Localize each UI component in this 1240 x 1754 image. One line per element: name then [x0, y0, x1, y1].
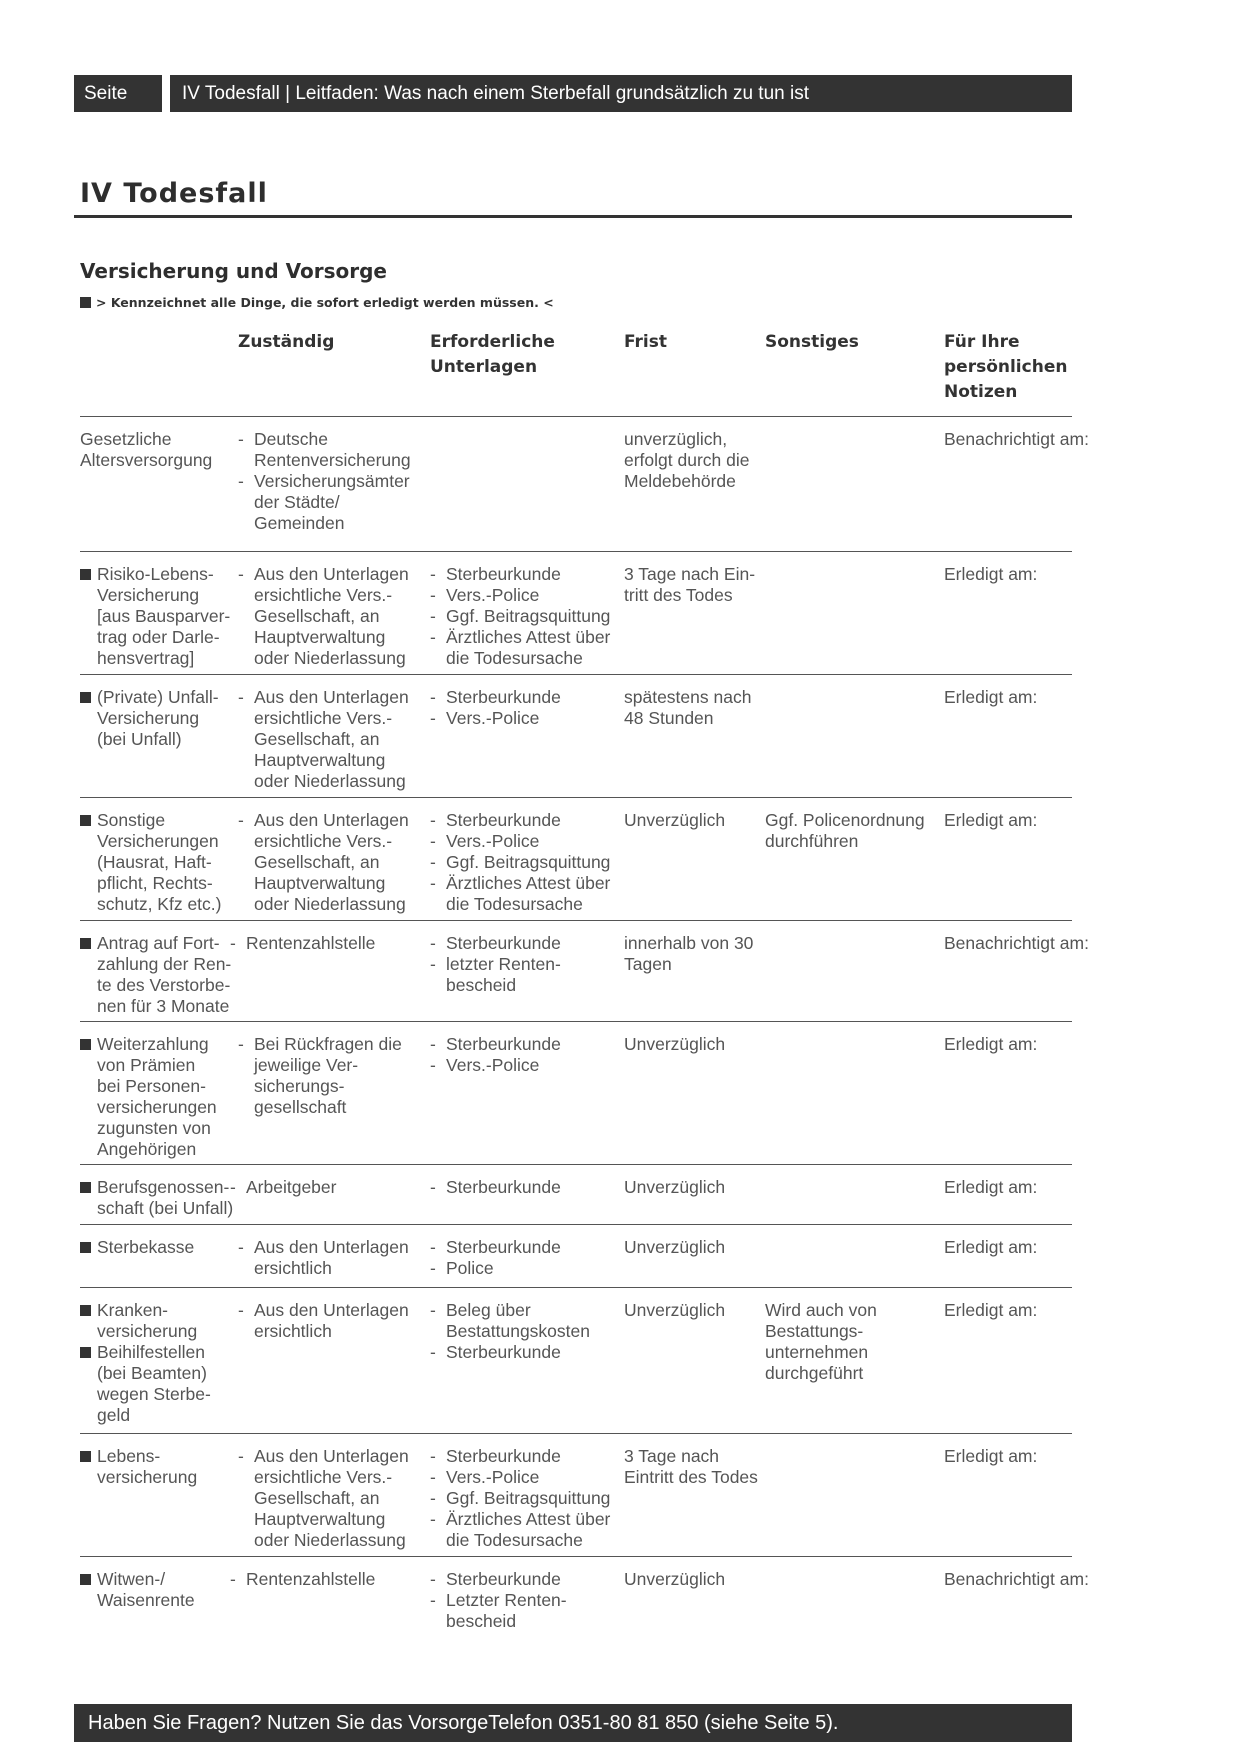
row-topic	[80, 1569, 240, 1611]
row-topic-line: Lebens-	[97, 1446, 161, 1466]
row-topic-line: versicherung	[97, 1321, 198, 1341]
row-topic-item	[80, 933, 240, 1017]
row-topic-text	[97, 1237, 194, 1258]
row-topic-text	[97, 810, 221, 915]
row-frist: Unverzüglich	[624, 1569, 726, 1589]
unterlagen-item: - Sterbeurkunde	[430, 1177, 615, 1198]
row-topic-line: Beihilfestellen	[97, 1342, 205, 1362]
unterlagen-item: - Vers.-Police	[430, 708, 615, 729]
row-unterlagen	[430, 1446, 615, 1551]
zustaendig-item: - Deutsche Rentenversicherung	[238, 429, 418, 471]
row-unterlagen	[430, 1177, 615, 1198]
row-topic-text	[97, 1569, 195, 1611]
unterlagen-item: - Beleg über Bestattungskosten	[430, 1300, 615, 1342]
row-frist: Unverzüglich	[624, 1300, 726, 1320]
page-number: Seite 104	[74, 75, 162, 112]
row-unterlagen	[430, 564, 615, 669]
zustaendig-item: - Aus den Unterlagen ersichtliche Vers.-Gesellschaft, an Hauptverwaltung oder Niederlassung	[238, 564, 418, 669]
column-header-notizen-line1: Für Ihre	[944, 332, 1020, 352]
unterlagen-item: - Sterbeurkunde	[430, 933, 615, 954]
zustaendig-item: - Arbeitgeber	[230, 1177, 410, 1198]
row-notiz: Erledigt am:	[944, 1237, 1038, 1257]
row-topic-text	[97, 1034, 217, 1160]
table-row	[80, 1164, 1072, 1224]
row-topic-line: Gesetzliche	[80, 429, 172, 449]
unterlagen-item: - Vers.-Police	[430, 585, 615, 606]
row-topic-text	[97, 1342, 211, 1426]
row-unterlagen	[430, 1034, 615, 1076]
unterlagen-item: - Letzter Renten-bescheid	[430, 1590, 615, 1632]
row-topic-line: (Private) Unfall-	[97, 687, 219, 707]
column-header-zustaendig: Zuständig	[238, 332, 335, 352]
row-topic-line: (bei Unfall)	[97, 729, 182, 749]
row-topic-item	[80, 810, 240, 915]
row-sonstiges: Ggf. Policenordnung durchführen	[765, 810, 925, 851]
square-bullet-icon	[80, 1039, 91, 1050]
row-topic-line: zahlung der Ren-	[97, 954, 232, 974]
table-row	[80, 551, 1072, 674]
table-row	[80, 1287, 1072, 1433]
unterlagen-item: - Sterbeurkunde	[430, 564, 615, 585]
square-bullet-icon	[80, 1182, 91, 1193]
row-notiz: Benachrichtigt am:	[944, 933, 1089, 953]
unterlagen-item: - Sterbeurkunde	[430, 810, 615, 831]
row-topic-line: wegen Sterbe-	[97, 1384, 211, 1404]
row-topic-item	[80, 1569, 240, 1611]
unterlagen-item: - Vers.-Police	[430, 1055, 615, 1076]
row-topic-line: schaft (bei Unfall)	[97, 1198, 234, 1218]
unterlagen-item: - Vers.-Police	[430, 831, 615, 852]
unterlagen-item: - Ggf. Beitragsquittung	[430, 606, 615, 627]
square-bullet-icon	[80, 1305, 91, 1316]
row-topic-line: bei Personen-	[97, 1076, 206, 1096]
unterlagen-item: - Sterbeurkunde	[430, 687, 615, 708]
row-topic-line: nen für 3 Monate	[97, 996, 230, 1016]
row-topic-line: Weiterzahlung	[97, 1034, 209, 1054]
row-topic-line: Antrag auf Fort-	[97, 933, 220, 953]
column-header-unterlagen-line1: Erforderliche	[430, 332, 555, 352]
row-topic-line: Sterbekasse	[97, 1237, 195, 1257]
unterlagen-item: - Ggf. Beitragsquittung	[430, 1488, 615, 1509]
zustaendig-item: - Aus den Unterlagen ersichtliche Vers.-Gesellschaft, an Hauptverwaltung oder Niederlassung	[238, 687, 418, 792]
row-zustaendig	[238, 564, 418, 669]
unterlagen-item: - Ärztliches Attest über die Todesursache	[430, 1509, 615, 1551]
row-topic-line: Versicherung	[97, 585, 200, 605]
row-zustaendig	[230, 1177, 410, 1198]
row-topic-line: hensvertrag]	[97, 648, 195, 668]
unterlagen-item: - Ärztliches Attest über die Todesursache	[430, 873, 615, 915]
row-notiz: Erledigt am:	[944, 1034, 1038, 1054]
row-frist: Unverzüglich	[624, 1034, 726, 1054]
table-row	[80, 1021, 1072, 1164]
row-topic-line: schutz, Kfz etc.)	[97, 894, 222, 914]
row-topic-line: [aus Bausparver-	[97, 606, 231, 626]
legend-text: > Kennzeichnet alle Dinge, die sofort erledigt werden müssen. <	[96, 295, 554, 310]
row-topic-line: Versicherung	[97, 708, 200, 728]
unterlagen-item: - Sterbeurkunde	[430, 1342, 615, 1363]
row-topic-line: pflicht, Rechts-	[97, 873, 213, 893]
zustaendig-item: - Aus den Unterlagen ersichtlich	[238, 1237, 418, 1279]
row-topic-line: Berufsgenossen-	[97, 1177, 230, 1197]
chapter-title: IV Todesfall	[80, 178, 268, 209]
unterlagen-item: - letzter Renten-bescheid	[430, 954, 615, 996]
zustaendig-item: - Rentenzahlstelle	[230, 933, 410, 954]
zustaendig-item: - Aus den Unterlagen ersichtliche Vers.-Gesellschaft, an Hauptverwaltung oder Niederlassung	[238, 810, 418, 915]
unterlagen-item: - Sterbeurkunde	[430, 1569, 615, 1590]
unterlagen-item: - Ggf. Beitragsquittung	[430, 852, 615, 873]
row-topic-text	[97, 1300, 197, 1342]
row-notiz: Erledigt am:	[944, 564, 1038, 584]
row-topic-line: Versicherungen	[97, 831, 219, 851]
row-topic-text	[80, 429, 212, 471]
row-notiz: Benachrichtigt am:	[944, 429, 1089, 449]
unterlagen-item: - Ärztliches Attest über die Todesursache	[430, 627, 615, 669]
table-row	[80, 1224, 1072, 1287]
row-topic	[80, 1177, 240, 1219]
row-topic	[80, 1300, 240, 1426]
row-topic	[80, 564, 240, 669]
row-topic-item	[80, 1237, 240, 1258]
row-notiz: Benachrichtigt am:	[944, 1569, 1089, 1589]
row-unterlagen	[430, 810, 615, 915]
table-row	[80, 920, 1089, 1021]
unterlagen-item: - Sterbeurkunde	[430, 1034, 615, 1055]
row-topic-item	[80, 1177, 240, 1219]
row-topic	[80, 810, 240, 915]
square-bullet-icon	[80, 815, 91, 826]
row-topic-text	[97, 1446, 197, 1488]
row-topic-line: versicherung	[97, 1467, 198, 1487]
row-unterlagen	[430, 1300, 615, 1363]
row-sonstiges: Wird auch von Bestattungs-unternehmen durchgeführt	[765, 1300, 877, 1383]
row-zustaendig	[238, 810, 418, 915]
row-topic-line: (bei Beamten)	[97, 1363, 207, 1383]
row-zustaendig	[230, 933, 410, 954]
row-frist: spätestens nach 48 Stunden	[624, 687, 752, 728]
column-header-notizen	[944, 330, 1067, 405]
zustaendig-item: - Rentenzahlstelle	[230, 1569, 410, 1590]
row-notiz: Erledigt am:	[944, 1446, 1038, 1466]
row-zustaendig	[230, 1569, 410, 1590]
row-topic-line: Angehörigen	[97, 1139, 197, 1159]
column-header-notizen-line3: Notizen	[944, 382, 1018, 402]
chapter-divider	[74, 215, 1072, 218]
column-header-sonstiges: Sonstiges	[765, 332, 859, 352]
square-bullet-icon	[80, 297, 91, 308]
row-topic-line: versicherungen	[97, 1097, 217, 1117]
square-bullet-icon	[80, 1451, 91, 1462]
row-unterlagen	[430, 687, 615, 729]
row-topic-line: zugunsten von	[97, 1118, 211, 1138]
row-frist: unverzüglich, erfolgt durch die Meldebehörde	[624, 429, 750, 491]
row-topic-text	[97, 1177, 233, 1219]
row-topic-item	[80, 687, 240, 750]
footer-bar: Haben Sie Fragen? Nutzen Sie das VorsorgeTelefon 0351-80 81 850 (siehe Seite 5).	[74, 1704, 1072, 1742]
row-topic	[80, 933, 240, 1017]
column-header-unterlagen	[430, 330, 555, 380]
row-topic-line: Altersversorgung	[80, 450, 213, 470]
square-bullet-icon	[80, 1347, 91, 1358]
row-topic-text	[97, 564, 230, 669]
row-zustaendig	[238, 1300, 418, 1342]
unterlagen-item: - Police	[430, 1258, 615, 1279]
row-notiz: Erledigt am:	[944, 810, 1038, 830]
row-topic	[80, 1034, 240, 1160]
checklist-table	[80, 416, 1089, 1669]
row-topic-line: Waisenrente	[97, 1590, 195, 1610]
row-frist: 3 Tage nach Eintritt des Todes	[624, 1446, 758, 1487]
row-frist: Unverzüglich	[624, 1237, 726, 1257]
row-topic-line: geld	[97, 1405, 131, 1425]
row-zustaendig	[238, 1237, 418, 1279]
page-header-title: IV Todesfall | Leitfaden: Was nach einem Sterbefall grundsätzlich zu tun ist	[170, 75, 1072, 112]
row-topic-text	[97, 687, 219, 750]
column-header-unterlagen-line2: Unterlagen	[430, 357, 538, 377]
zustaendig-item: - Versicherungsämter der Städte/ Gemeinden	[238, 471, 418, 534]
column-header-notizen-line2: persönlichen	[944, 357, 1068, 377]
square-bullet-icon	[80, 569, 91, 580]
table-row	[80, 416, 1089, 551]
row-frist: Unverzüglich	[624, 810, 726, 830]
row-topic	[80, 1237, 240, 1258]
row-topic-line: Kranken-	[97, 1300, 169, 1320]
square-bullet-icon	[80, 692, 91, 703]
row-topic-item	[80, 1300, 240, 1342]
row-topic-line: Risiko-Lebens-	[97, 564, 214, 584]
row-notiz: Erledigt am:	[944, 687, 1038, 707]
row-topic-item	[80, 1034, 240, 1160]
row-zustaendig	[238, 687, 418, 792]
row-notiz: Erledigt am:	[944, 1300, 1038, 1320]
square-bullet-icon	[80, 1242, 91, 1253]
zustaendig-item: - Aus den Unterlagen ersichtlich	[238, 1300, 418, 1342]
row-topic-item	[80, 1342, 240, 1426]
row-topic-line: trag oder Darle-	[97, 627, 220, 647]
row-frist: 3 Tage nach Ein-tritt des Todes	[624, 564, 756, 605]
table-row	[80, 674, 1072, 797]
row-topic-item	[80, 1446, 240, 1488]
unterlagen-item: - Sterbeurkunde	[430, 1446, 615, 1467]
row-topic-line: Sonstige	[97, 810, 166, 830]
square-bullet-icon	[80, 938, 91, 949]
unterlagen-item: - Vers.-Police	[430, 1467, 615, 1488]
row-unterlagen	[430, 1569, 615, 1632]
row-unterlagen	[430, 1237, 615, 1279]
row-topic-item	[80, 429, 240, 471]
zustaendig-item: - Bei Rückfragen die jeweilige Ver-sicherungs-gesellschaft	[238, 1034, 418, 1118]
row-zustaendig	[238, 1034, 418, 1118]
row-topic-item	[80, 564, 240, 669]
row-topic-line: (Hausrat, Haft-	[97, 852, 212, 872]
row-zustaendig	[238, 429, 418, 534]
row-notiz: Erledigt am:	[944, 1177, 1038, 1197]
table-row	[80, 797, 1072, 920]
row-frist: innerhalb von 30 Tagen	[624, 933, 754, 974]
row-topic-text	[97, 933, 231, 1017]
row-zustaendig	[238, 1446, 418, 1551]
row-frist: Unverzüglich	[624, 1177, 726, 1197]
zustaendig-item: - Aus den Unterlagen ersichtliche Vers.-Gesellschaft, an Hauptverwaltung oder Niederlassung	[238, 1446, 418, 1551]
row-unterlagen	[430, 933, 615, 996]
row-topic-line: von Prämien	[97, 1055, 196, 1075]
row-topic	[80, 687, 240, 750]
row-topic-line: te des Verstorbe-	[97, 975, 231, 995]
unterlagen-item: - Sterbeurkunde	[430, 1237, 615, 1258]
legend	[80, 295, 554, 310]
column-header-frist: Frist	[624, 332, 667, 352]
table-row	[80, 1556, 1089, 1669]
row-topic	[80, 429, 240, 471]
table-row	[80, 1433, 1072, 1556]
row-topic	[80, 1446, 240, 1488]
square-bullet-icon	[80, 1574, 91, 1585]
section-title: Versicherung und Vorsorge	[80, 259, 387, 283]
row-topic-line: Witwen-/	[97, 1569, 166, 1589]
